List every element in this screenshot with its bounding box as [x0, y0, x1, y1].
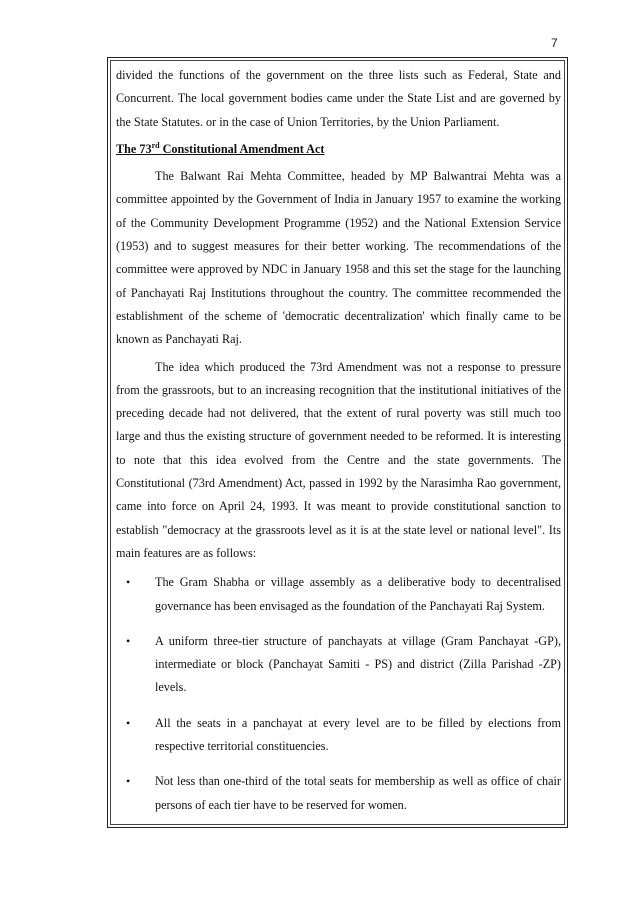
list-item: [116, 571, 561, 618]
list-item: [116, 630, 561, 700]
document-body: [116, 64, 561, 829]
list-item-text: Not less than one-third of the total seats for membership as well as office of chair persons of each tier have to be reserved for women.: [155, 774, 561, 812]
list-item-text: A uniform three-tier structure of panchayats at village (Gram Panchayat -GP), intermediate or block (Panchayat Samiti - PS) and district (Zilla Parishad -ZP) levels.: [155, 633, 561, 695]
bullet-icon: •: [126, 575, 131, 590]
heading-suffix: Constitutional Amendment Act: [159, 141, 325, 156]
paragraph-amendment: The idea which produced the 73rd Amendment was not a response to pressure from the grassroots, but to an increasing recognition that the institutional initiatives of the preceding decade had not delivered, that the extent of rural poverty was still much too large and thus the existing structure of government needed to be reformed. It is interesting to note that this idea evolved from the Centre and the state governments. The Constitutional (73rd Amendment) Act, passed in 1992 by the Narasimha Rao government, came into force on April 24, 1993. It was meant to provide constitutional sanction to establish "democracy at the grassroots level as it is at the state level or national level". Its main features are as follows:: [116, 359, 561, 560]
list-item: [116, 712, 561, 759]
page-number: 7: [551, 36, 558, 50]
bullet-icon: •: [126, 715, 131, 730]
bullet-icon: •: [126, 633, 131, 648]
list-item: [116, 770, 561, 817]
intro-paragraph: divided the functions of the government on the three lists such as Federal, State and Concurrent. The local government bodies came under the State List and are governed by the State Statutes. or in the case of Union Territories, by the Union Parliament.: [116, 68, 561, 129]
bullet-icon: •: [126, 774, 131, 789]
paragraph-committee: The Balwant Rai Mehta Committee, headed by MP Balwantrai Mehta was a committee appointed by the Government of India in January 1957 to examine the working of the Community Development Programme (1952) and the National Extension Service (1953) and to suggest measures for their better working. The recommendations of the committee were approved by NDC in January 1958 and this set the stage for the launching of Panchayati Raj Institutions throughout the country. The committee recommended the establishment of the scheme of 'democratic decentralization' which finally came to be known as Panchayati Raj.: [116, 169, 561, 347]
section-heading: [116, 138, 561, 161]
list-item-text: The Gram Shabha or village assembly as a deliberative body to decentralised governance has been envisaged as the foundation of the Panchayati Raj System.: [155, 575, 561, 613]
heading-superscript: rd: [151, 140, 160, 150]
features-list: [116, 571, 561, 817]
heading-prefix: The 73: [116, 141, 152, 156]
list-item-text: All the seats in a panchayat at every level are to be filled by elections from respective territorial constituencies.: [155, 715, 561, 754]
